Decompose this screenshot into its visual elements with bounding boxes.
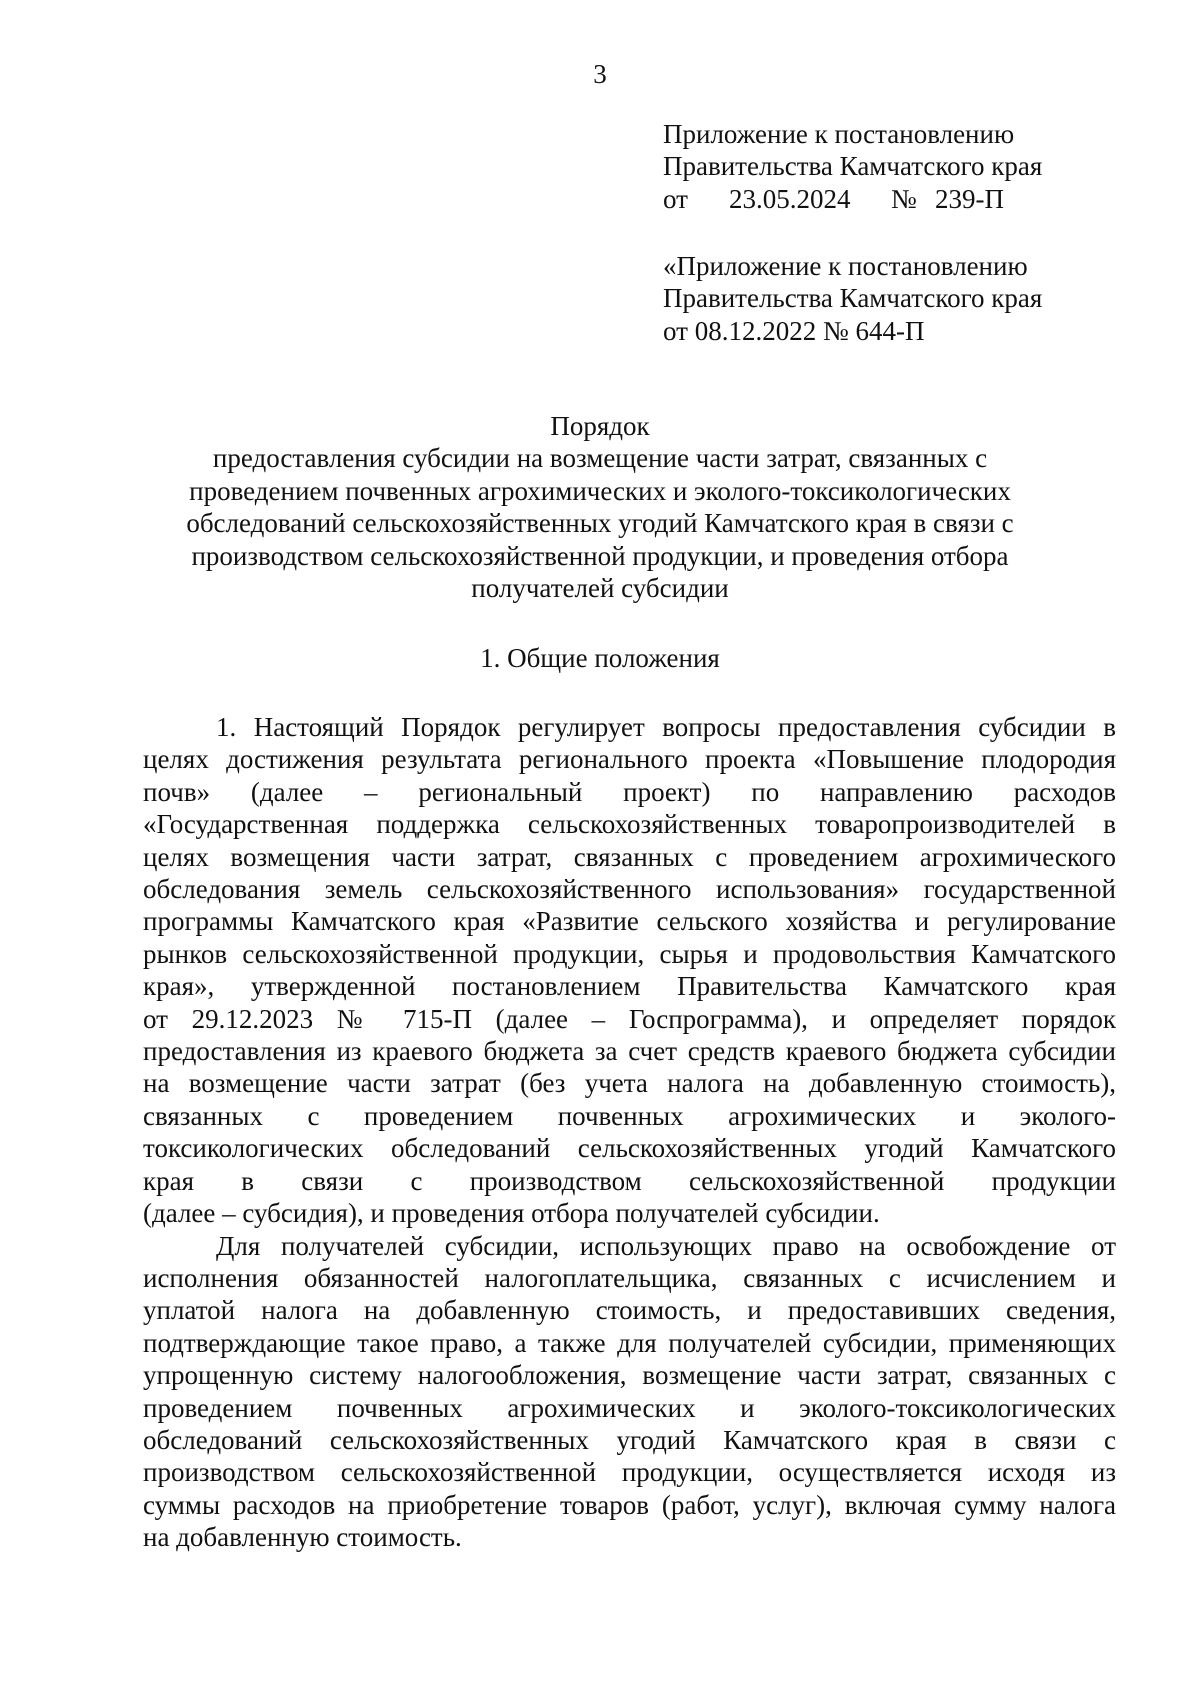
from-label: от [663, 183, 688, 214]
text-line: проведением почвенных агрохимических и эколого-токсикологических [143, 1392, 1116, 1423]
text-line: края в связи с производством сельскохозяйственной продукции [143, 1165, 1116, 1196]
text-line [143, 1230, 1116, 1262]
appendix-original-reference [663, 250, 1083, 347]
text-line: упрощенную систему налогообложения, возмещение части затрат, связанных с [143, 1360, 1116, 1391]
resolution-number: 239-П [935, 183, 1004, 214]
title-line: производством сельскохозяйственной продукции, и проведения отбора [191, 540, 1009, 571]
text-line: на добавленную стоимость. [143, 1522, 462, 1553]
text-line: почв» (далее – региональный проект) по направлению расходов [143, 776, 1116, 807]
text-line: предоставления из краевого бюджета за счет средств краевого бюджета субсидии [143, 1036, 1116, 1067]
text-line: на возмещение части затрат (без учета налога на добавленную стоимость), [143, 1068, 1116, 1099]
title-line: предоставления субсидии на возмещение части затрат, связанных с [212, 443, 988, 474]
resolution-date: 23.05.2024 [729, 183, 851, 214]
text-line: уплатой налога на добавленную стоимость, и предоставивших сведения, [143, 1295, 1116, 1326]
text-line: токсикологических обследований сельскохозяйственных угодий Камчатского [143, 1133, 1116, 1164]
text-line: целях возмещения части затрат, связанных с проведением агрохимического [143, 841, 1116, 872]
text-line: исполнения обязанностей налогоплательщика, связанных с исчислением и [143, 1262, 1116, 1293]
text-line: связанных с проведением почвенных агрохимических и эколого- [143, 1100, 1116, 1131]
text-line: суммы расходов на приобретение товаров (работ, услуг), включая сумму налога [143, 1489, 1116, 1520]
text-line: обследования земель сельскохозяйственного использования» государственной [143, 874, 1116, 905]
text-line: (далее – субсидия), и проведения отбора получателей субсидии. [143, 1198, 880, 1229]
paragraph-2 [143, 1230, 1116, 1554]
text-line: «Государственная поддержка сельскохозяйственных товаропроизводителей в [143, 809, 1116, 840]
text-line: подтверждающие такое право, а также для получателей субсидии, применяющих [143, 1327, 1116, 1358]
title-line: обследований сельскохозяйственных угодий Камчатского края в связи с [186, 508, 1014, 539]
text-line: от 29.12.2023 № 715-П (далее – Госпрограмма), и определяет порядок [143, 1003, 1116, 1034]
paragraph-1 [143, 711, 1116, 1230]
appendix-line: Правительства Камчатского края [663, 283, 1043, 314]
text-line: производством сельскохозяйственной продукции, осуществляется исходя из [143, 1457, 1116, 1488]
title-line: получателей субсидии [471, 573, 729, 604]
text-line: края», утвержденной постановлением Правительства Камчатского края [143, 971, 1116, 1002]
appendix-current-reference [663, 118, 1083, 215]
text-line-content: Для получателей субсидии, использующих право на освобождение от [216, 1230, 1116, 1261]
appendix-line: Правительства Камчатского края [663, 151, 1043, 182]
appendix-date-number-line [663, 183, 1083, 215]
text-line: целях достижения результата регионального проекта «Повышение плодородия [143, 744, 1116, 775]
text-line: обследований сельскохозяйственных угодий Камчатского края в связи с [143, 1424, 1116, 1455]
appendix-line: от 08.12.2022 № 644-П [663, 315, 925, 346]
number-sign: № [891, 183, 917, 214]
text-line: рынков сельскохозяйственной продукции, сырья и продовольствия Камчатского [143, 938, 1116, 969]
text-line [143, 711, 1116, 743]
appendix-line: «Приложение к постановлению [663, 251, 1028, 281]
text-line-content: 1. Настоящий Порядок регулирует вопросы предоставления субсидии в [216, 712, 1116, 742]
title-heading: Порядок [550, 411, 650, 441]
section-heading: 1. Общие положения [480, 643, 720, 673]
body-text [143, 711, 1116, 1554]
text-line: программы Камчатского края «Развитие сельского хозяйства и регулирование [143, 906, 1116, 937]
title-line: проведением почвенных агрохимических и эколого-токсикологических [189, 475, 1011, 506]
appendix-line: Приложение к постановлению [663, 119, 1015, 149]
page-number: 3 [593, 59, 607, 89]
document-title [150, 410, 1050, 604]
